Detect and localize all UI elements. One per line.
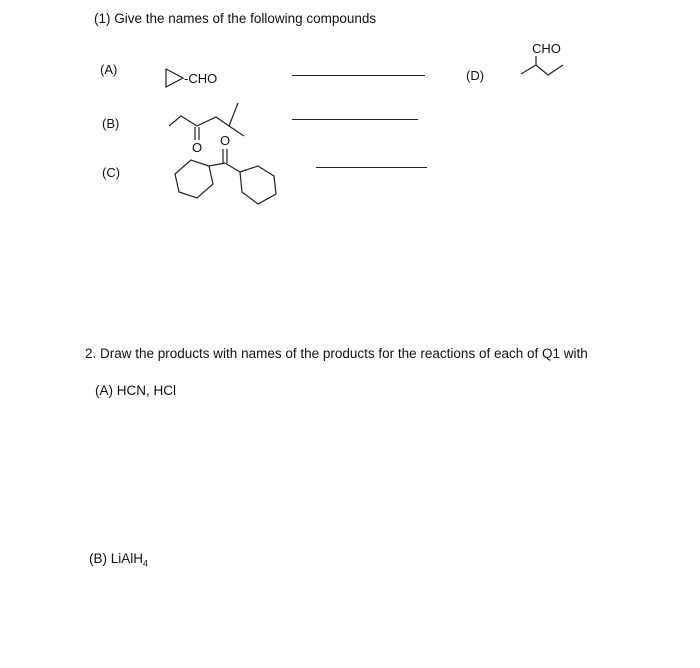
answer-line-a[interactable] [292,75,425,76]
compound-c-label: (C) [102,165,121,180]
question-2-part-b [89,551,148,569]
question-2-part-a: (A) HCN, HCl [95,383,176,398]
compound-b-label: (B) [102,116,120,131]
compound-a-cho-group: -CHO [184,71,218,86]
compound-c-bond-ring-carbonyl [209,163,225,166]
compound-c-oxygen: O [220,133,231,148]
compound-b-carbon-chain [169,116,229,126]
part-b-reagent: (B) LiAlH [89,551,144,566]
answer-line-b[interactable] [292,119,418,120]
part-b-subscript: 4 [143,558,149,569]
compound-c-bond-carbonyl-ch2 [225,163,240,172]
cyclopropane-ring [166,69,183,87]
compound-d-carbon-chain [521,65,563,75]
compound-d-label: (D) [466,68,485,83]
compound-b-methyl-up [229,103,238,126]
compound-c-structure [170,130,282,210]
compound-d-cho-group: CHO [532,41,561,56]
cyclohexane-ring-left [175,160,213,198]
cyclohexane-ring-right [240,166,276,204]
compound-d-structure [515,38,575,78]
question-1-heading: (1) Give the names of the following compounds [94,11,377,26]
compound-b-oxygen: O [192,140,203,155]
compound-a-structure [160,62,240,92]
answer-line-c[interactable] [316,167,427,168]
compound-a-label: (A) [100,62,118,77]
question-2-heading: 2. Draw the products with names of the products for the reactions of each of Q1 with [85,346,588,361]
